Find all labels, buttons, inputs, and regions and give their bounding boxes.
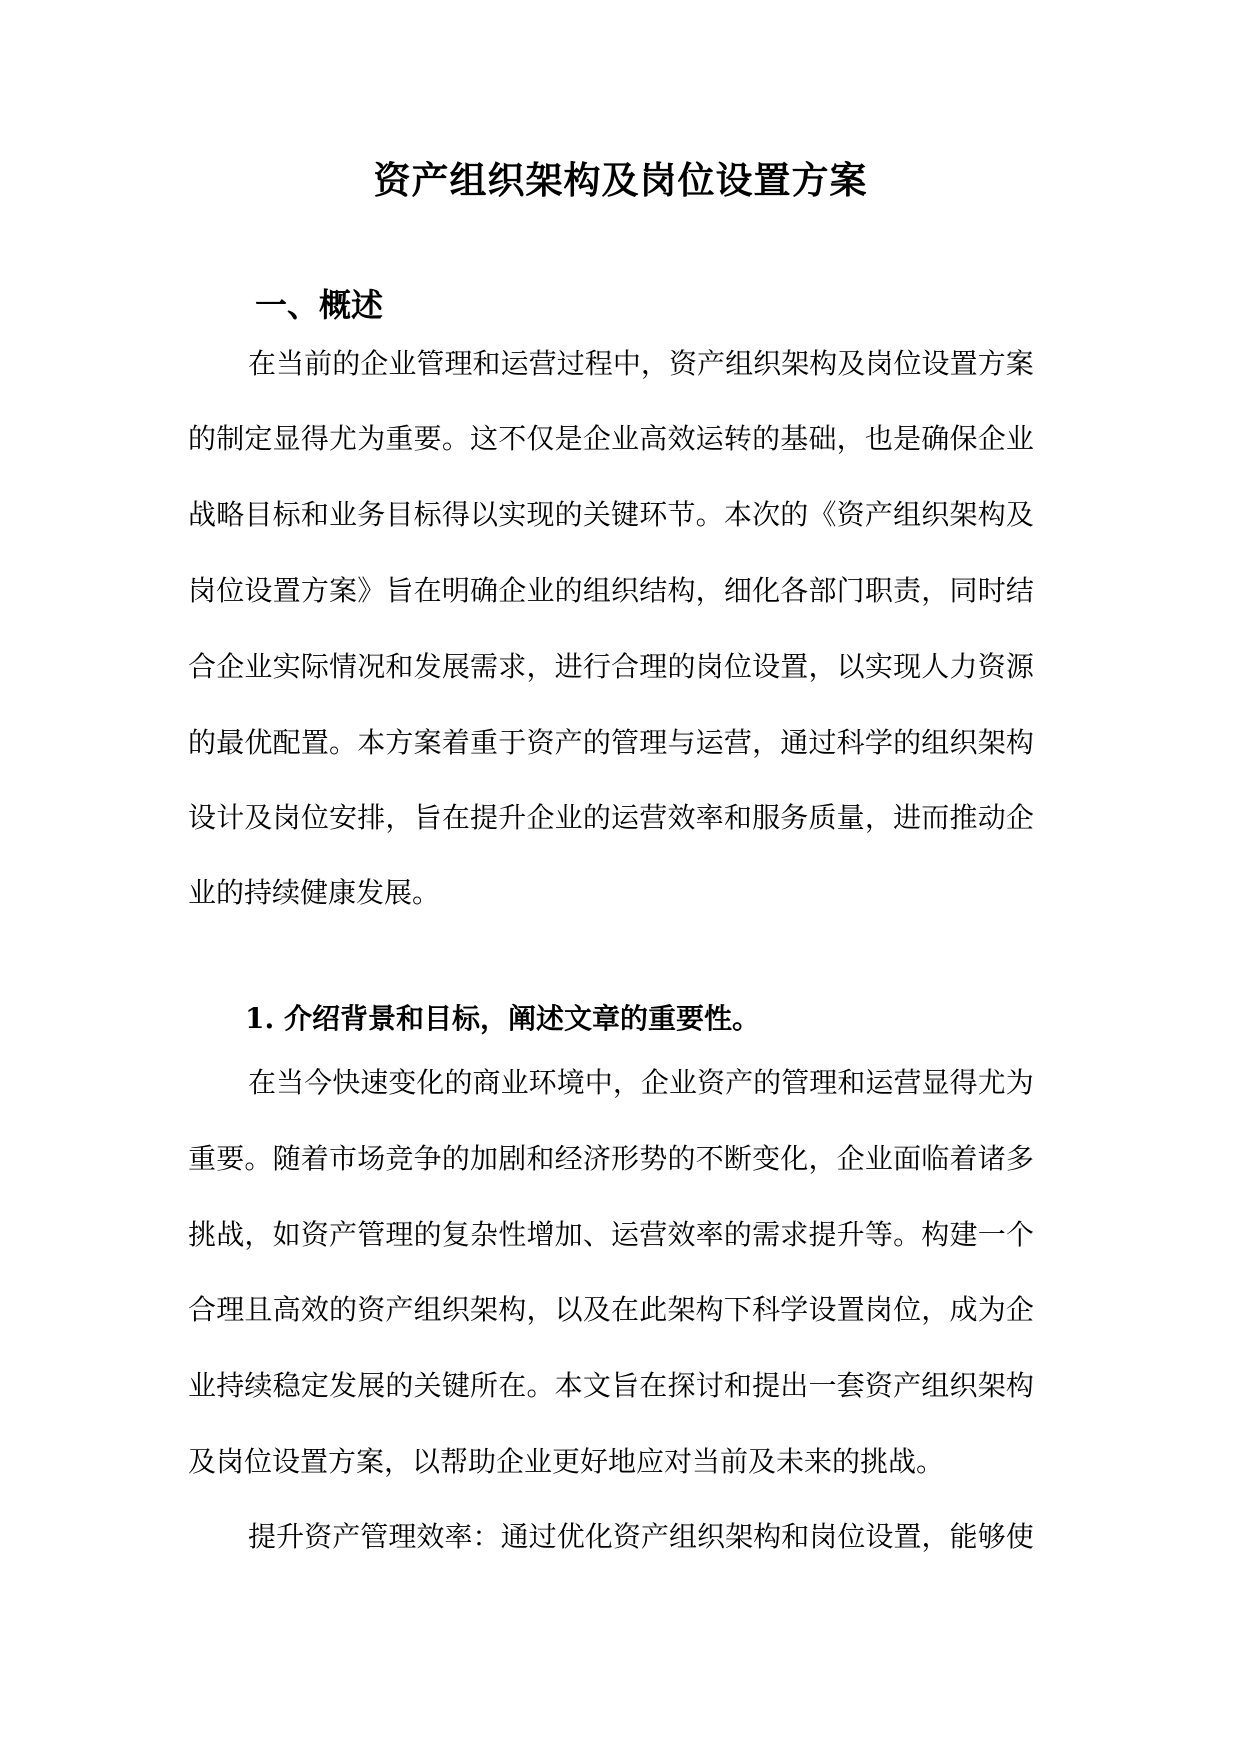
subsection-heading-background: 1. 介绍背景和目标，阐述文章的重要性。 <box>245 1002 760 1035</box>
overview-line-3: 战 略 目 标 和 业 务 目 标 得 以 实 现 的 关 键 环 节 。 本 次 的 《 资 产 组 织 架 构 及 <box>188 498 1034 531</box>
background-line-3: 挑 战 ， 如 资 产 管 理 的 复 杂 性 增 加 、 运 营 效 率 的 需 求 提 升 等 。 构 建 一 个 <box>188 1218 1034 1251</box>
overview-line-6: 的 最 优 配 置 。 本 方 案 着 重 于 资 产 的 管 理 与 运 营 ， 通 过 科 学 的 组 织 架 构 <box>188 726 1034 759</box>
overview-line-1: 在 当 前 的 企 业 管 理 和 运 营 过 程 中 ， 资 产 组 织 架 构 及 岗 位 设 置 方 案 <box>248 347 1034 380</box>
background-line-5: 业 持 续 稳 定 发 展 的 关 键 所 在 。 本 文 旨 在 探 讨 和 提 出 一 套 资 产 组 织 架 构 <box>188 1369 1034 1402</box>
background-line-6: 及岗位设置方案，以帮助企业更好地应对当前及未来的挑战。 <box>188 1445 945 1478</box>
efficiency-line-1: 提 升 资 产 管 理 效 率 ： 通 过 优 化 资 产 组 织 架 构 和 岗 位 设 置 ， 能 够 使 <box>248 1520 1034 1553</box>
section-heading-overview: 一、概述 <box>255 286 384 324</box>
overview-line-5: 合 企 业 实 际 情 况 和 发 展 需 求 ， 进 行 合 理 的 岗 位 设 置 ， 以 实 现 人 力 资 源 <box>188 650 1034 683</box>
background-line-2: 重 要 。 随 着 市 场 竞 争 的 加 剧 和 经 济 形 势 的 不 断 变 化 ， 企 业 面 临 着 诸 多 <box>188 1142 1034 1175</box>
overview-line-2: 的 制 定 显 得 尤 为 重 要 。 这 不 仅 是 企 业 高 效 运 转 的 基 础 ， 也 是 确 保 企 业 <box>188 422 1034 455</box>
background-line-4: 合 理 且 高 效 的 资 产 组 织 架 构 ， 以 及 在 此 架 构 下 科 学 设 置 岗 位 ， 成 为 企 <box>188 1293 1034 1326</box>
overview-line-8: 业的持续健康发展。 <box>188 876 441 909</box>
overview-line-7: 设 计 及 岗 位 安 排 ， 旨 在 提 升 企 业 的 运 营 效 率 和 服 务 质 量 ， 进 而 推 动 企 <box>188 801 1034 834</box>
document-title: 资产组织架构及岗位设置方案 <box>373 158 868 202</box>
overview-line-4: 岗 位 设 置 方 案 》 旨 在 明 确 企 业 的 组 织 结 构 ， 细 化 各 部 门 职 责 ， 同 时 结 <box>188 574 1034 607</box>
background-line-1: 在 当 今 快 速 变 化 的 商 业 环 境 中 ， 企 业 资 产 的 管 理 和 运 营 显 得 尤 为 <box>248 1066 1034 1099</box>
